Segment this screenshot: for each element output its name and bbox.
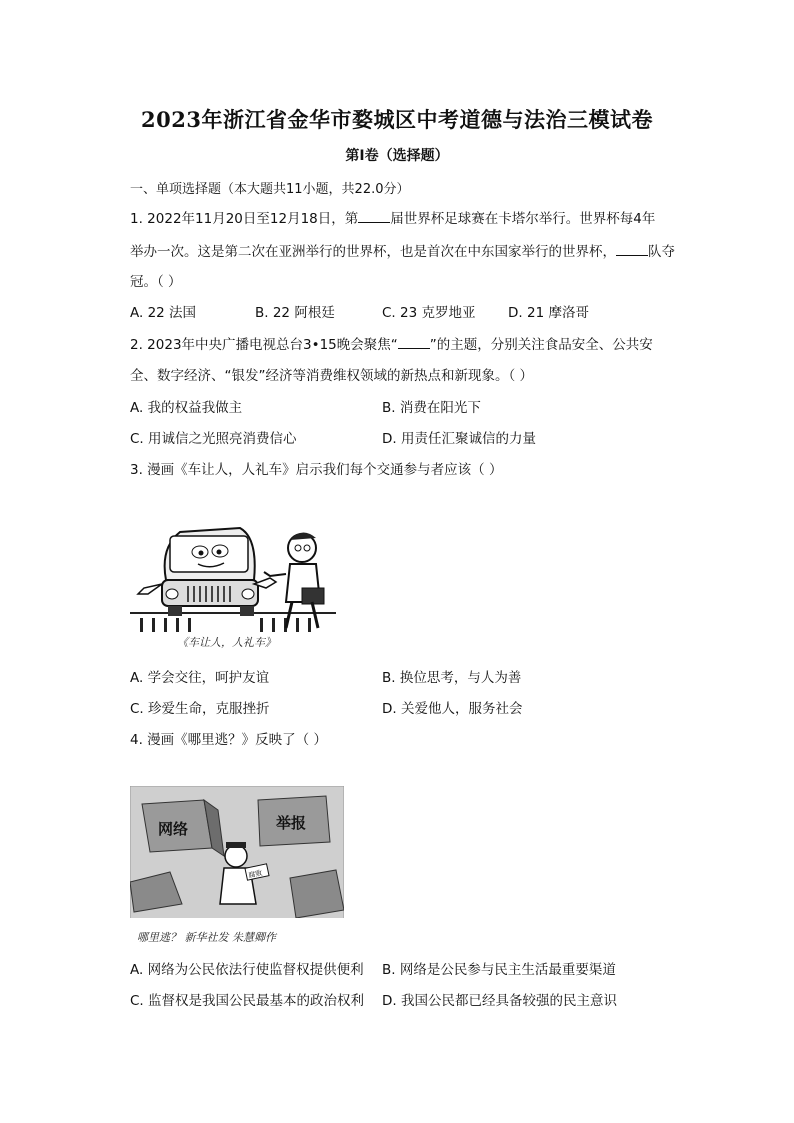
q4-option-a[interactable]: A. 网络为公民依法行使监督权提供便利 <box>130 962 364 978</box>
q1-line1: 1. 2022年11月20日至12月18日，第 届世界杯足球赛在卡塔尔举行。世界杯每4年 <box>130 211 656 227</box>
q3-option-b[interactable]: B. 换位思考，与人为善 <box>382 670 522 686</box>
q1-option-d[interactable]: D. 21 摩洛哥 <box>508 305 589 321</box>
q4-option-d[interactable]: D. 我国公民都已经具备较强的民主意识 <box>382 993 617 1009</box>
q1-line3: 冠。（ ） <box>130 274 182 290</box>
q4-option-c[interactable]: C. 监督权是我国公民最基本的政治权利 <box>130 993 365 1009</box>
section-heading: 一、单项选择题（本大题共11小题，共22.0分） <box>130 182 410 197</box>
q4-stem: 4. 漫画《哪里逃？》反映了（ ） <box>130 732 327 748</box>
q1-option-c[interactable]: C. 23 克罗地亚 <box>382 305 476 321</box>
q2-line2: 全、数字经济、“银发”经济等消费维权领域的新热点和新现象。（ ） <box>130 368 534 384</box>
q2-option-c[interactable]: C. 用诚信之光照亮消费信心 <box>130 431 297 447</box>
report-box-label: 举报 <box>276 814 307 832</box>
q2-option-d[interactable]: D. 用责任汇聚诚信的力量 <box>382 431 536 447</box>
network-box-label: 网络 <box>158 820 189 838</box>
q4-cartoon-caption: 哪里逃？ 新华社发 朱慧卿作 <box>137 931 276 944</box>
q1-option-a[interactable]: A. 22 法国 <box>130 305 197 321</box>
q3-option-c[interactable]: C. 珍爱生命，克服挫折 <box>130 701 270 717</box>
answer-blank <box>398 335 430 349</box>
car-pedestrian-cartoon <box>130 518 336 652</box>
q3-option-a[interactable]: A. 学会交往，呵护友谊 <box>130 670 270 686</box>
q2-option-a[interactable]: A. 我的权益我做主 <box>130 400 243 416</box>
answer-blank <box>616 242 648 256</box>
q1-line2: 举办一次。这是第二次在亚洲举行的世界杯，也是首次在中东国家举行的世界杯， 队夺 <box>130 244 675 260</box>
q2-line1: 2. 2023年中央广播电视总台3•15晚会聚焦“ ”的主题，分别关注食品安全、公共安 <box>130 337 653 353</box>
corruption-sign-label: 腐败 <box>247 869 264 880</box>
q4-option-b[interactable]: B. 网络是公民参与民主生活最重要渠道 <box>382 962 616 978</box>
q1-option-b[interactable]: B. 22 阿根廷 <box>255 305 335 321</box>
q3-option-d[interactable]: D. 关爱他人，服务社会 <box>382 701 523 717</box>
answer-blank <box>358 209 390 223</box>
where-to-run-cartoon <box>130 786 344 926</box>
exam-title: 2023年浙江省金华市婺城区中考道德与法治三模试卷 <box>141 107 653 132</box>
exam-subtitle: 第I卷（选择题） <box>345 148 449 164</box>
q3-stem: 3. 漫画《车让人，人礼车》启示我们每个交通参与者应该（ ） <box>130 462 503 478</box>
q2-option-b[interactable]: B. 消费在阳光下 <box>382 400 481 416</box>
q3-cartoon-caption: 《车让人，人礼车》 <box>177 636 276 649</box>
